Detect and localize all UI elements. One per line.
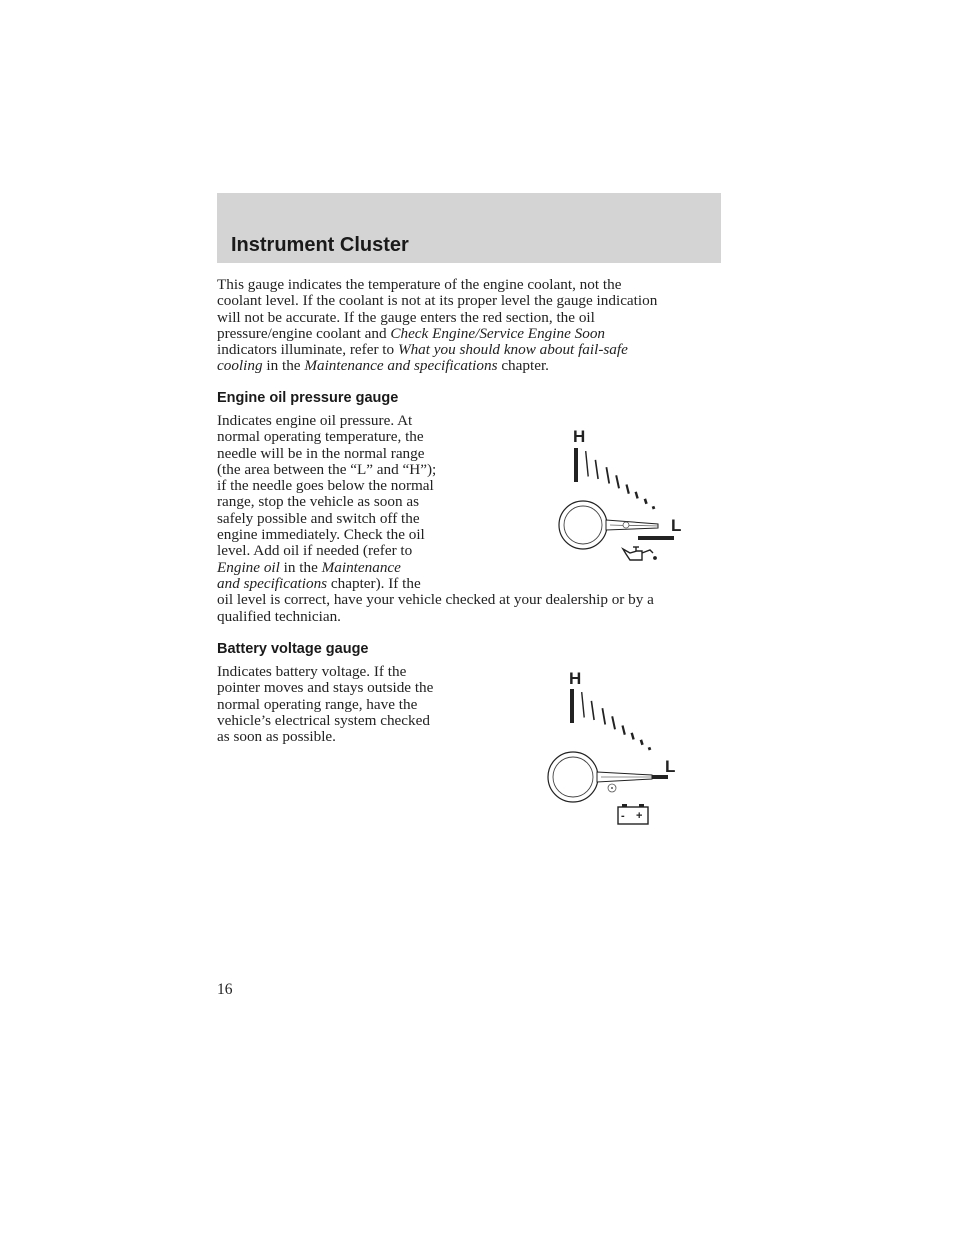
oil-line: qualified technician.: [217, 607, 341, 625]
gauge-high-label: H: [569, 669, 582, 688]
oil-line: Indicates engine oil pressure. At: [217, 412, 413, 429]
gauge-low-label: L: [671, 516, 682, 535]
oil-line: engine immediately. Check the oil: [217, 526, 425, 544]
oil-line: Engine oil in the Maintenance: [217, 558, 401, 576]
oil-line: if the needle goes below the normal: [217, 477, 434, 495]
page-number: 16: [217, 981, 233, 998]
battery-line: pointer moves and stays outside the: [217, 679, 434, 697]
intro-reference: Maintenance and specifications: [304, 357, 498, 375]
oil-reference: and specifications: [217, 574, 328, 592]
oil-line: range, stop the vehicle as soon as: [217, 493, 420, 511]
battery-minus-label: -: [621, 810, 625, 822]
battery-gauge-paragraph: [217, 664, 477, 745]
gauge-dial: [548, 752, 652, 802]
battery-gauge-heading: Battery voltage gauge: [217, 641, 369, 657]
oil-pressure-gauge-illustration: [550, 420, 690, 570]
oil-reference: Engine oil: [217, 558, 280, 576]
intro-line: cooling in the Maintenance and specifications chapter.: [217, 357, 549, 375]
intro-reference: What you should know about fail-safe: [397, 341, 628, 359]
oil-line: safely possible and switch off the: [217, 509, 420, 527]
intro-line: coolant level. If the coolant is not at its proper level the gauge indication: [217, 292, 658, 310]
battery-icon: [618, 804, 648, 824]
battery-line: normal operating range, have the: [217, 695, 418, 713]
gauge-low-label: L: [665, 757, 676, 776]
chapter-title: Instrument Cluster: [231, 234, 409, 256]
battery-plus-label: +: [636, 810, 643, 822]
oil-line: oil level is correct, have your vehicle checked at your dealership or by a: [217, 591, 654, 609]
battery-line: vehicle’s electrical system checked: [217, 711, 430, 729]
intro-paragraph: [217, 277, 727, 375]
oil-line: level. Add oil if needed (refer to: [217, 542, 413, 560]
oil-line: needle will be in the normal range: [217, 444, 425, 462]
gauge-high-label: H: [573, 427, 586, 446]
oil-gauge-heading: Engine oil pressure gauge: [217, 390, 399, 406]
oil-line: and specifications chapter). If the: [217, 574, 421, 592]
oil-line: normal operating temperature, the: [217, 428, 424, 446]
oil-reference: Maintenance: [321, 558, 401, 576]
oil-can-icon: [623, 547, 656, 560]
gauge-dial: [559, 501, 658, 549]
battery-line: as soon as possible.: [217, 728, 336, 746]
intro-reference: cooling: [217, 357, 263, 375]
intro-line: pressure/engine coolant and Check Engine/Service Engine Soon: [217, 324, 606, 342]
intro-reference: Check Engine/Service Engine Soon: [390, 324, 606, 342]
battery-line: Indicates battery voltage. If the: [217, 663, 407, 680]
battery-voltage-gauge-illustration: [540, 665, 680, 830]
intro-line: indicators illuminate, refer to What you should know about fail-safe: [217, 341, 628, 359]
intro-line: will not be accurate. If the gauge enters the red section, the oil: [217, 308, 595, 326]
intro-line: This gauge indicates the temperature of the engine coolant, not the: [217, 276, 622, 293]
oil-line: (the area between the “L” and “H”);: [217, 460, 437, 478]
chapter-header: [217, 193, 721, 263]
